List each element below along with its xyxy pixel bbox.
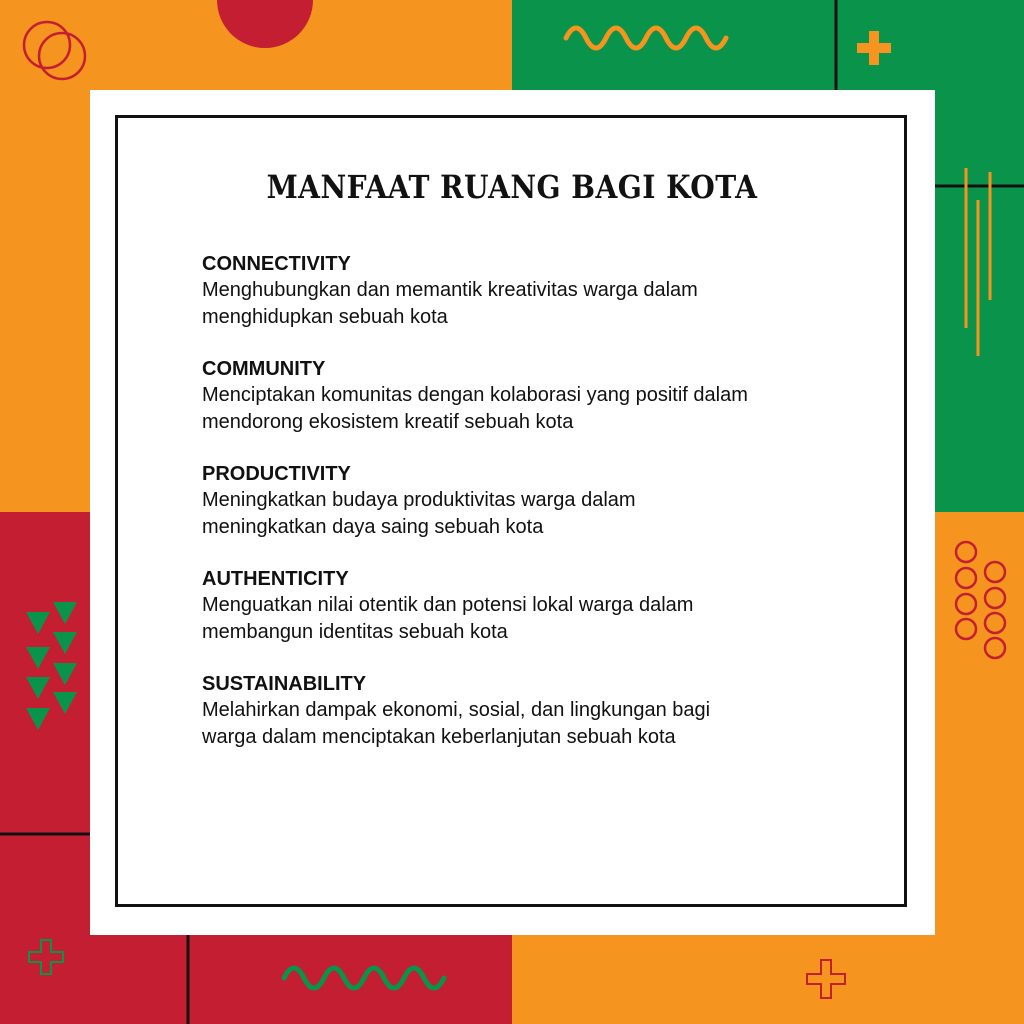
outline-circle-icon <box>24 22 70 68</box>
list-item <box>202 462 862 541</box>
item-description-line: meningkatkan daya saing sebuah kota <box>202 516 544 538</box>
red-half-circle <box>217 0 313 48</box>
item-heading: COMMUNITY <box>202 358 326 380</box>
item-description-line: menghidupkan sebuah kota <box>202 306 448 328</box>
triangle-pattern <box>26 602 77 730</box>
item-description-line: membangun identitas sebuah kota <box>202 621 508 643</box>
item-description-line: Menguatkan nilai otentik dan potensi lokal warga dalam <box>202 594 694 616</box>
squiggle-top <box>566 28 726 48</box>
circle-grid <box>956 542 1005 658</box>
plus-icon <box>857 31 891 65</box>
item-description-line: mendorong ekosistem kreatif sebuah kota <box>202 411 574 433</box>
item-heading: CONNECTIVITY <box>202 253 351 275</box>
item-description-line: Melahirkan dampak ekonomi, sosial, dan lingkungan bagi <box>202 699 711 721</box>
list-item <box>202 252 862 331</box>
item-heading: PRODUCTIVITY <box>202 463 351 485</box>
list-item <box>202 567 862 646</box>
item-description-line: warga dalam menciptakan keberlanjutan sebuah kota <box>202 726 676 748</box>
item-description-line: Menciptakan komunitas dengan kolaborasi yang positif dalam <box>202 384 748 406</box>
item-description-line: Meningkatkan budaya produktivitas warga dalam <box>202 489 636 511</box>
outline-plus-icon <box>807 960 845 998</box>
outline-plus-icon <box>29 940 63 974</box>
item-description-line: Menghubungkan dan memantik kreativitas warga dalam <box>202 279 698 301</box>
item-heading: AUTHENTICITY <box>202 568 349 590</box>
list-item <box>202 357 862 436</box>
benefit-list <box>202 252 862 777</box>
outline-circle-icon <box>39 33 85 79</box>
page-title: MANFAAT RUANG BAGI KOTA <box>266 168 758 206</box>
item-heading: SUSTAINABILITY <box>202 673 367 695</box>
squiggle-bottom <box>284 968 444 988</box>
list-item <box>202 672 862 751</box>
